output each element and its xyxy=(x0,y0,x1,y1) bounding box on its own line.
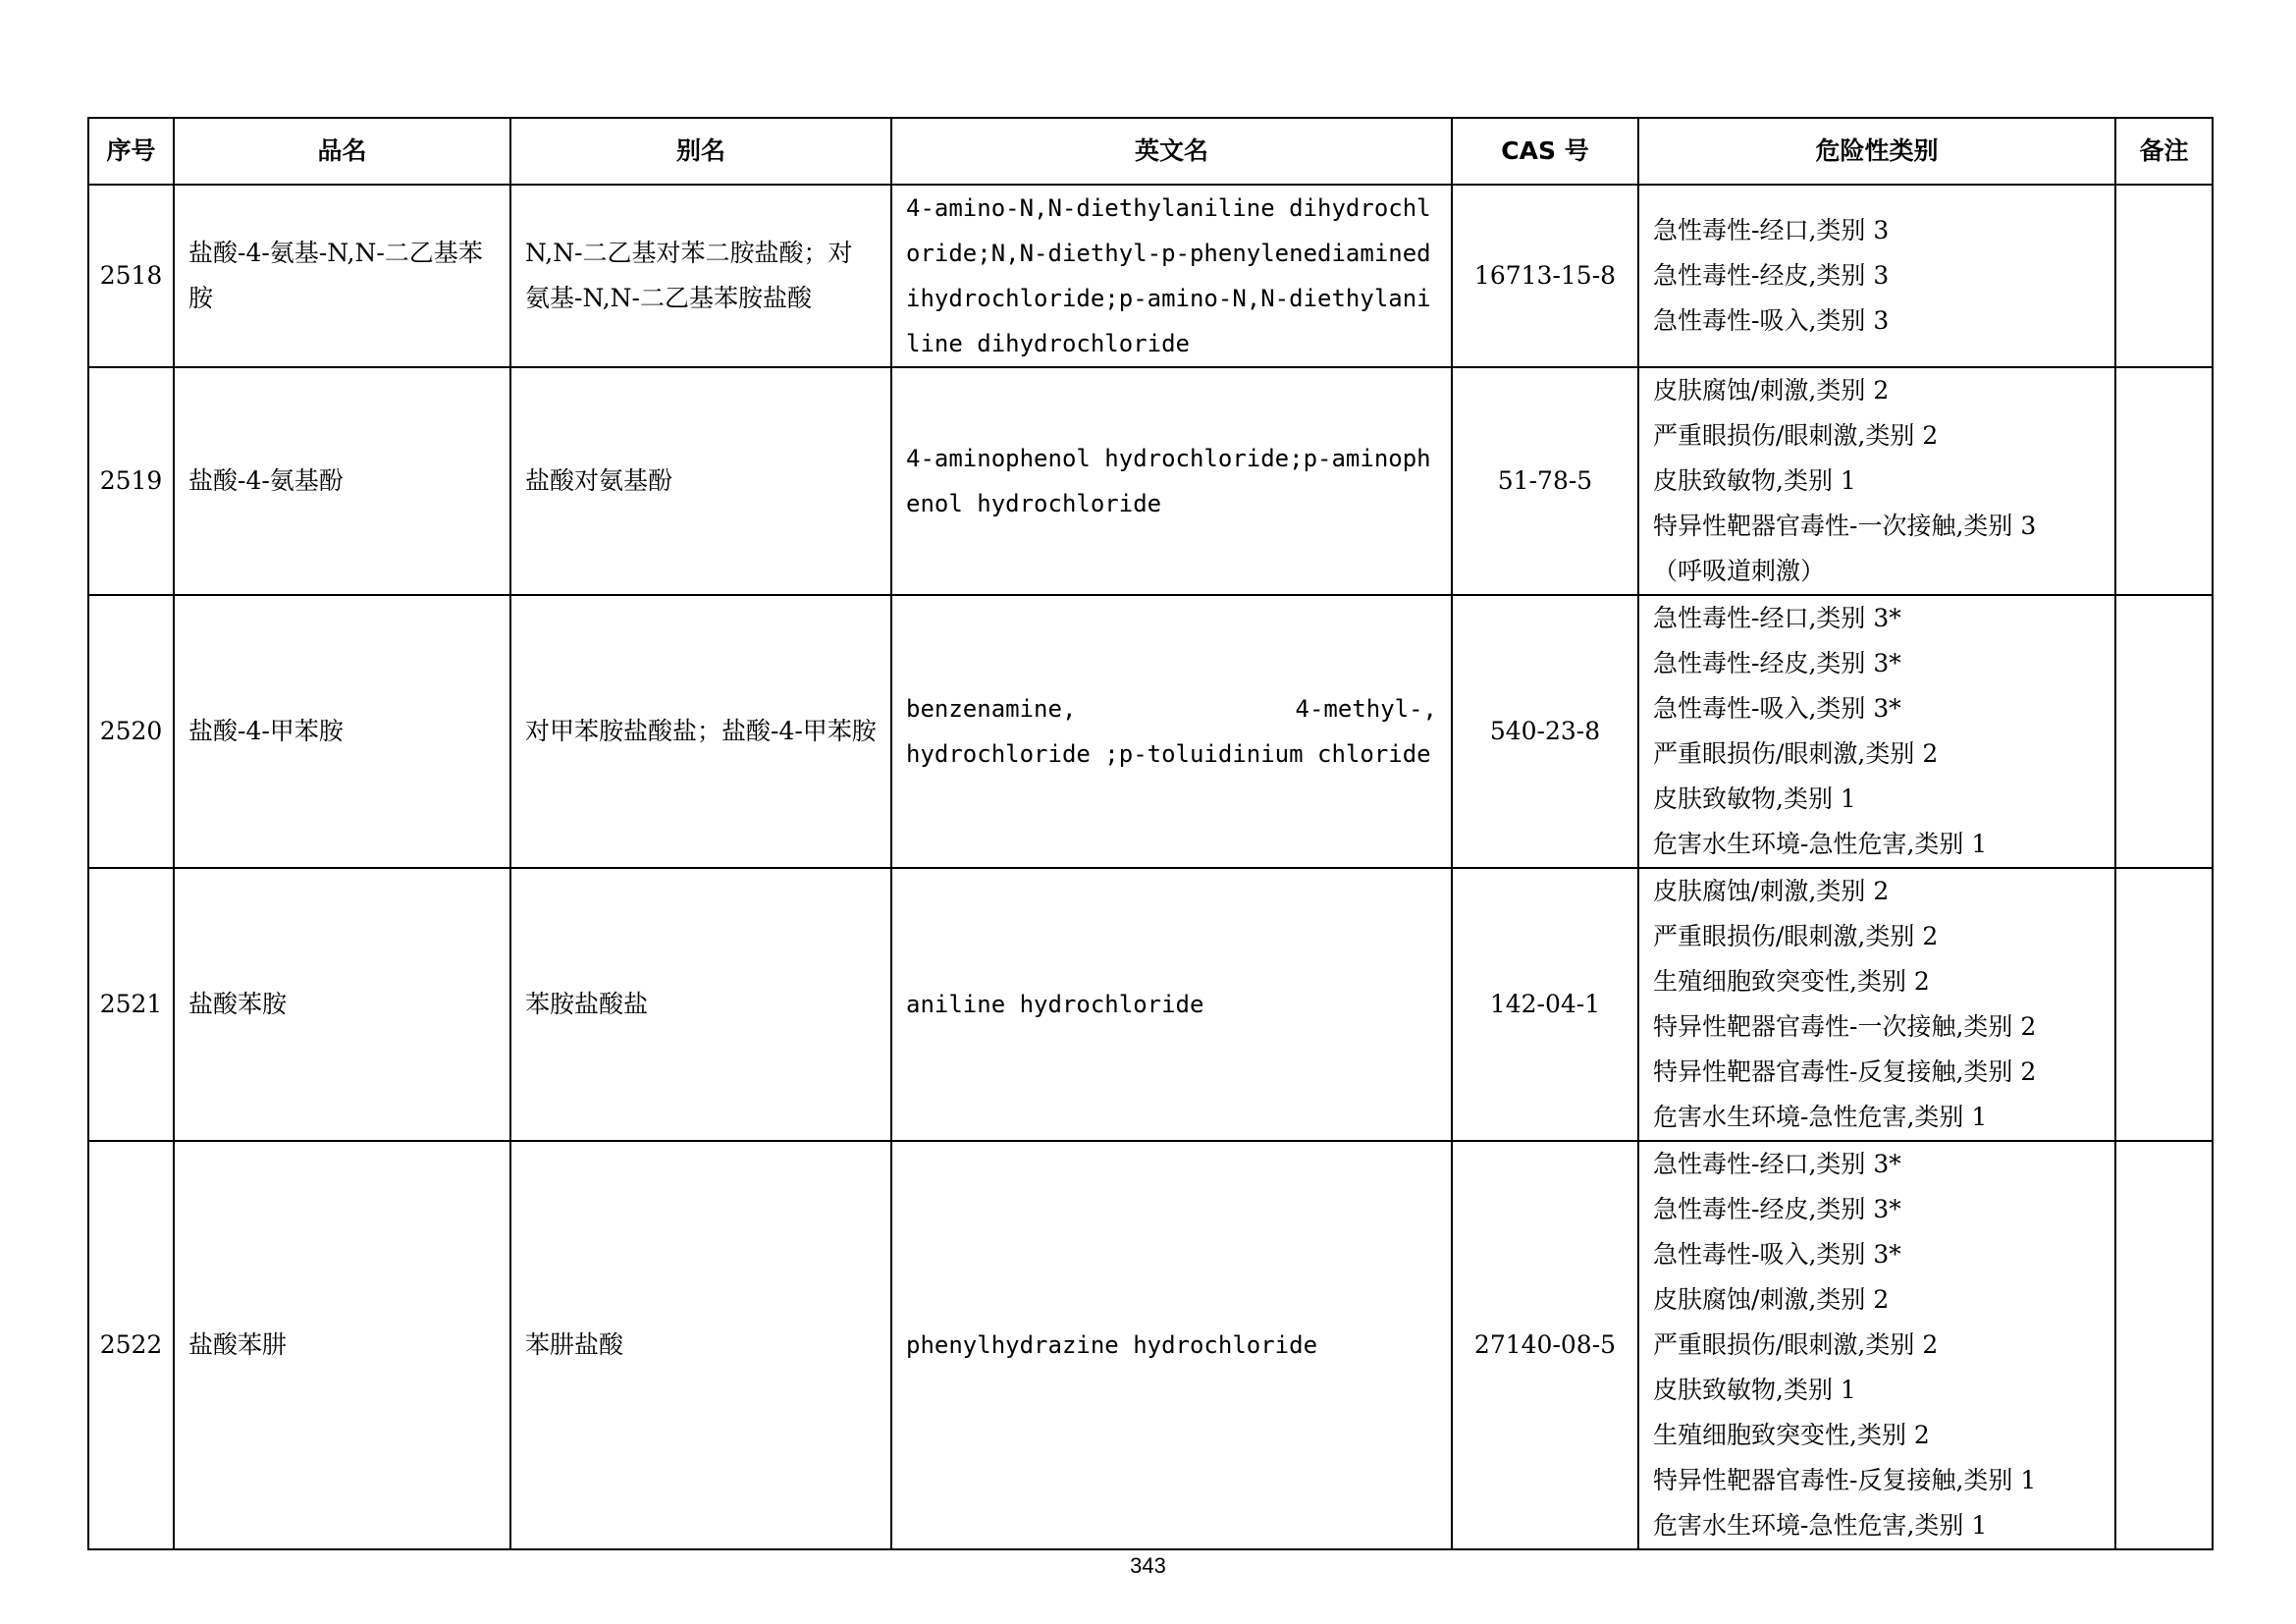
header-english-name: 英文名 xyxy=(891,118,1452,185)
row-remark xyxy=(2115,868,2213,1141)
english-name-part: benzenamine, xyxy=(906,695,1077,723)
row-cas: 16713-15-8 xyxy=(1452,185,1638,367)
row-english-name: 4-amino-N,N-diethylaniline dihydrochloride;N,N-diethyl-p-phenylenediaminedihydrochloride;p-amino-N,N-diethylaniline dihydrochloride xyxy=(891,185,1452,367)
hazard-line: 急性毒性-吸入,类别 3* xyxy=(1653,694,1901,723)
hazard-line: 皮肤腐蚀/刺激,类别 2 xyxy=(1653,877,1890,905)
hazard-line: 皮肤致敏物,类别 1 xyxy=(1653,785,1856,813)
hazard-line: 严重眼损伤/眼刺激,类别 2 xyxy=(1653,739,1939,768)
row-seq: 2519 xyxy=(88,367,174,595)
row-hazards xyxy=(1638,595,2115,868)
row-cas: 540-23-8 xyxy=(1452,595,1638,868)
hazard-line: 危害水生环境-急性危害,类别 1 xyxy=(1653,1511,1988,1540)
hazard-line: 特异性靶器官毒性-反复接触,类别 1 xyxy=(1653,1466,2037,1494)
hazard-line: 皮肤腐蚀/刺激,类别 2 xyxy=(1653,1285,1890,1314)
hazard-line: 特异性靶器官毒性-一次接触,类别 2 xyxy=(1653,1012,2037,1041)
hazard-line: 皮肤致敏物,类别 1 xyxy=(1653,466,1856,495)
hazard-line: 严重眼损伤/眼刺激,类别 2 xyxy=(1653,421,1939,450)
table-header-row xyxy=(88,118,2213,185)
row-hazards xyxy=(1638,367,2115,595)
hazard-chemicals-table xyxy=(87,117,2214,1550)
row-english-name: phenylhydrazine hydrochloride xyxy=(891,1141,1452,1549)
page-number: 343 xyxy=(1130,1553,1166,1578)
row-alias: 苯肼盐酸 xyxy=(510,1141,891,1549)
row-hazards xyxy=(1638,868,2115,1141)
row-seq: 2522 xyxy=(88,1141,174,1549)
row-name: 盐酸-4-氨基-N,N-二乙基苯胺 xyxy=(174,185,510,367)
hazard-line: 急性毒性-经口,类别 3 xyxy=(1653,216,1890,244)
english-name-line-2: hydrochloride ;p-toluidinium chloride xyxy=(906,740,1431,768)
header-seq: 序号 xyxy=(88,118,174,185)
row-remark xyxy=(2115,185,2213,367)
hazard-line: 急性毒性-经皮,类别 3* xyxy=(1653,649,1901,677)
row-alias: 苯胺盐酸盐 xyxy=(510,868,891,1141)
hazard-line: 危害水生环境-急性危害,类别 1 xyxy=(1653,830,1988,858)
row-english-name xyxy=(891,595,1452,868)
table-row xyxy=(88,185,2213,367)
hazard-line: 皮肤致敏物,类别 1 xyxy=(1653,1376,1856,1404)
row-cas: 27140-08-5 xyxy=(1452,1141,1638,1549)
row-seq: 2521 xyxy=(88,868,174,1141)
row-remark xyxy=(2115,1141,2213,1549)
english-name-part: 4-methyl-, xyxy=(1295,695,1437,723)
row-name: 盐酸苯胺 xyxy=(174,868,510,1141)
hazard-line: 急性毒性-经皮,类别 3 xyxy=(1653,261,1890,290)
hazard-line: 急性毒性-经口,类别 3* xyxy=(1653,1150,1901,1178)
row-hazards xyxy=(1638,185,2115,367)
hazard-line: 特异性靶器官毒性-一次接触,类别 3 xyxy=(1653,512,2037,540)
hazard-line: 急性毒性-经皮,类别 3* xyxy=(1653,1195,1901,1223)
hazard-line: 危害水生环境-急性危害,类别 1 xyxy=(1653,1103,1988,1131)
english-name-line-1 xyxy=(906,686,1437,731)
hazard-line: 生殖细胞致突变性,类别 2 xyxy=(1653,1421,1930,1449)
table-row xyxy=(88,1141,2213,1549)
row-name: 盐酸-4-甲苯胺 xyxy=(174,595,510,868)
row-cas: 51-78-5 xyxy=(1452,367,1638,595)
row-name: 盐酸-4-氨基酚 xyxy=(174,367,510,595)
row-name: 盐酸苯肼 xyxy=(174,1141,510,1549)
row-alias: 对甲苯胺盐酸盐；盐酸-4-甲苯胺 xyxy=(510,595,891,868)
row-english-name: aniline hydrochloride xyxy=(891,868,1452,1141)
hazard-line: 特异性靶器官毒性-反复接触,类别 2 xyxy=(1653,1057,2037,1086)
row-seq: 2518 xyxy=(88,185,174,367)
hazard-line: 严重眼损伤/眼刺激,类别 2 xyxy=(1653,1330,1939,1359)
row-cas: 142-04-1 xyxy=(1452,868,1638,1141)
table-row xyxy=(88,868,2213,1141)
row-english-name: 4-aminophenol hydrochloride;p-aminophenol hydrochloride xyxy=(891,367,1452,595)
hazard-line: 急性毒性-吸入,类别 3* xyxy=(1653,1240,1901,1269)
hazard-line: 生殖细胞致突变性,类别 2 xyxy=(1653,967,1930,996)
row-seq: 2520 xyxy=(88,595,174,868)
row-hazards xyxy=(1638,1141,2115,1549)
row-alias: 盐酸对氨基酚 xyxy=(510,367,891,595)
header-alias: 别名 xyxy=(510,118,891,185)
header-remark: 备注 xyxy=(2115,118,2213,185)
header-hazard-class: 危险性类别 xyxy=(1638,118,2115,185)
header-cas: CAS 号 xyxy=(1452,118,1638,185)
row-alias: N,N-二乙基对苯二胺盐酸；对氨基-N,N-二乙基苯胺盐酸 xyxy=(510,185,891,367)
table-row xyxy=(88,595,2213,868)
row-remark xyxy=(2115,367,2213,595)
header-name: 品名 xyxy=(174,118,510,185)
hazard-line: 急性毒性-吸入,类别 3 xyxy=(1653,306,1890,335)
row-remark xyxy=(2115,595,2213,868)
hazard-line: 皮肤腐蚀/刺激,类别 2 xyxy=(1653,376,1890,405)
hazard-line: 急性毒性-经口,类别 3* xyxy=(1653,604,1901,632)
hazard-line: 严重眼损伤/眼刺激,类别 2 xyxy=(1653,922,1939,950)
table-row xyxy=(88,367,2213,595)
hazard-line: （呼吸道刺激） xyxy=(1653,557,1826,585)
